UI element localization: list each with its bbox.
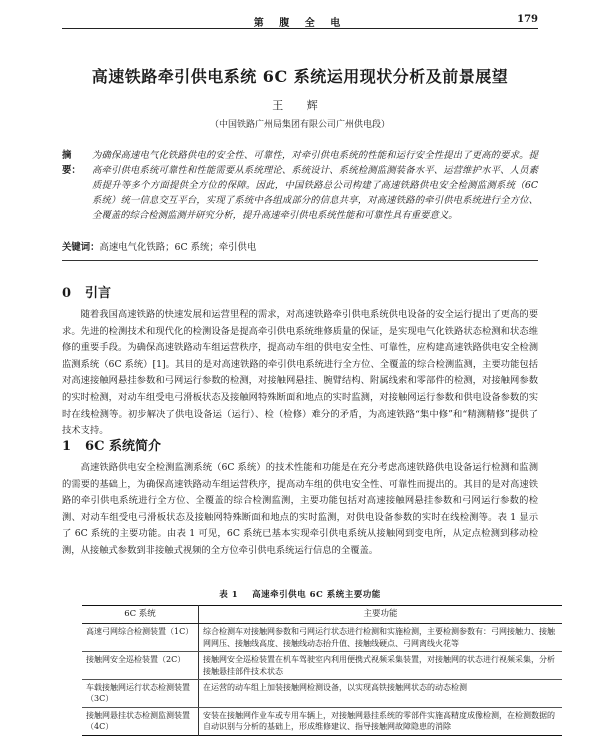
running-header [62,14,538,29]
table-cell-system: 接触网安全巡检装置（2C） [82,652,199,680]
table-header-function: 主要功能 [199,606,563,624]
table-header-system: 6C 系统 [82,606,199,624]
journal-name: 第 腹 全 电 [253,18,347,29]
section-number: 0 [62,286,72,301]
table-header-row [82,606,562,624]
table-title: 高速牵引供电 6C 系统主要功能 [252,590,381,600]
table-row [82,652,562,680]
table-cell-function: 综合检测车对接触网参数和弓网运行状态进行检测和实施检测，主要检测参数有：弓网接触力、接触网网压、接触线高度、接触线动态抬升值、接触线硬点、弓网离线火花等 [199,624,563,652]
system-paragraph: 高速铁路供电安全检测监测系统（6C 系统）的技术性能和功能是在充分考虑高速铁路供电设备运行检测和监测的需要的基础上，为确保高速铁路动车组运营秩序，提高动车组的供电安全性、可靠性而提出的。其目的是对高速铁路的牵引供电系统进行全方位、全覆盖的综合检测监测，主要功能包括对高速接触网悬挂参数和弓网运行参数的检测、对动车组受电弓滑板状态及接触网特殊断面和地点的实时监测，对供电设备参数的实时在线检测等。表 1 显示了 6C 系统的主要功能。由表 1 可见，6C 系统已基本实现牵引供电系统从接触网到变电所，从定点检测到移动检测，从接触式参数到非接触式视频的全方位牵引供电系统运行信息的全覆盖。 [62,462,538,556]
abstract-text: 为确保高速电气化铁路供电的安全性、可靠性，对牵引供电系统的性能和运行安全性提出了更高的要求。提高牵引供电系统可靠性和性能需要从系统理论、系统设计、系统检测监测装备水平、运营维护水平、人员素质提升等多个方面提供全方位的保障。因此，中国铁路总公司构建了高速铁路供电安全检测监测系统（6C 系统）统一信息交互平台，实现了系统中各组成部分的信息共享，对高速铁路的牵引供电系统进行全方位、全覆盖的综合检测监测并研究分析，提升高速牵引供电系统性能和可靠性具有重要意义。 [92,150,538,221]
table-cell-system: 接触网悬挂状态检测监测装置（4C） [82,707,199,735]
abstract [62,148,538,223]
section-heading-system [62,435,161,454]
table-cell-system: 高速弓网综合检测装置（1C） [82,624,199,652]
table-caption [0,588,600,600]
table-cell-function: 安装在接触网作业车或专用车辆上，对接触网悬挂系统的零部件实施高精度成像检测，在检测数据的自动识别与分析的基础上，形成维修建议、指导接触网故障隐患的消除 [203,710,555,732]
table-row [82,624,562,652]
page-number: 179 [517,14,538,25]
table-row [82,707,562,735]
table-number: 表 1 [219,590,239,600]
keywords-text: 高速电气化铁路；6C 系统；牵引供电 [99,242,257,253]
section-number: 1 [62,439,72,454]
section-divider [62,260,538,261]
author-name: 王 辉 [272,99,328,112]
author-affiliation: （中国铁路广州局集团有限公司广州供电段） [209,120,390,130]
keywords-label: 关键词： [62,242,100,253]
intro-paragraph: 随着我国高速铁路的快速发展和运营里程的需求，对高速铁路牵引供电系统供电设备的安全运行提出了更高的要求。先进的检测技术和现代化的检测设备是提高牵引供电系统维修质量的保证，是实现电气化铁路状态检测和状态维修的重要手段。为确保高速铁路动车组运营秩序，提高动车组的供电安全性、可靠性，应构建高速铁路供电安全检测监测系统（6C 系统）[1]。其目的是对高速铁路的牵引供电系统进行全方位、全覆盖的综合检测监测，主要功能包括对高速接触网悬挂参数和弓网运行参数的检测，对接触网悬挂、腕臂结构、附属线索和零部件的检测，对接触网参数的实时检测，对动车组受电弓滑板状态及接触网特殊断面和地点的实时监测，对接触网运行参数和供电设备参数的实时在线检测等。初步解决了供电设备运（运行）、检（检修）难分的矛盾，为高速铁路“集中修”和“精测精修”提供了技术支持。 [62,309,538,437]
keywords [62,241,538,255]
article-title: 高速铁路牵引供电系统 6C 系统运用现状分析及前景展望 [91,67,509,86]
section-title: 6C 系统简介 [85,439,161,454]
section-title: 引言 [85,286,112,301]
abstract-label: 摘 要： [62,150,81,176]
table-cell-system: 车载接触网运行状态检测装置（3C） [82,680,199,708]
table-cell-function: 接触网安全巡检装置在机车驾驶室内利用便携式视频采集装置，对接触网的状态进行视频采集，分析接触悬挂部件技术状态 [199,652,563,680]
table-cell-function: 在运营的动车组上加装接触网检测设备，以实现高铁接触网状态的动态检测 [199,680,563,708]
table-row [82,680,562,708]
section-heading-intro [62,282,111,301]
functions-table [82,605,562,736]
